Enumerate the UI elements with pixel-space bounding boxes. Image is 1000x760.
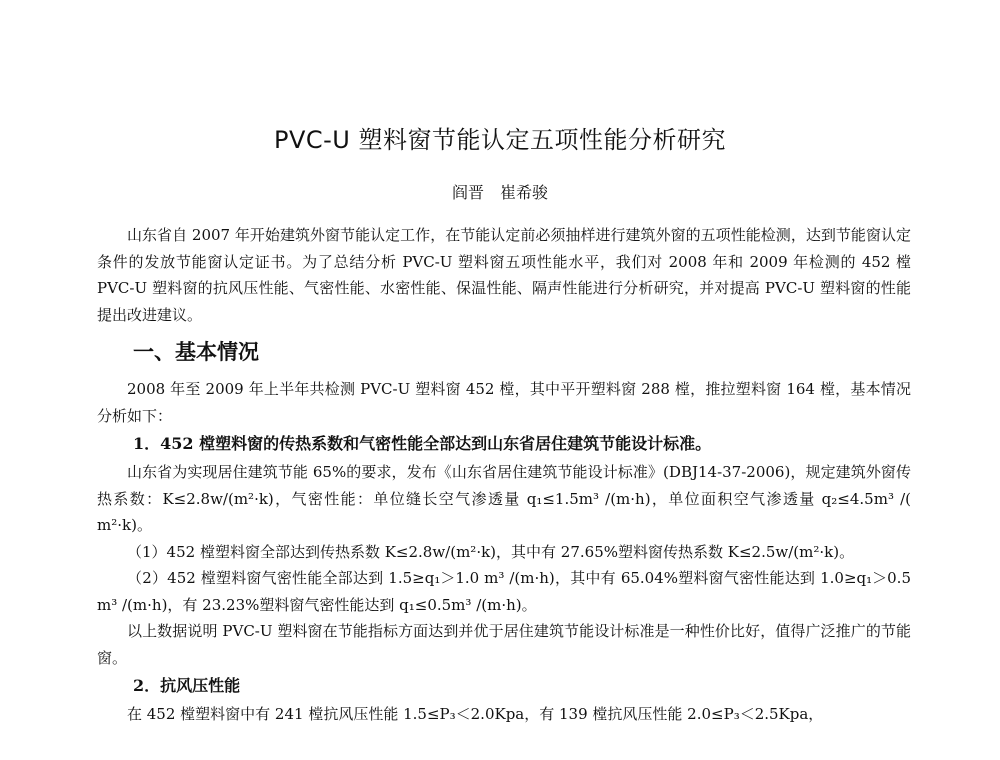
paper-authors: 阎晋 崔希骏 <box>451 183 548 202</box>
paragraph-air-tightness: （2）452 樘塑料窗气密性能全部达到 1.5≥q₁＞1.0 m³ /(m·h)，其中有 65.04%塑料窗气密性能达到 1.0≥q₁＞0.5 m³ /(m·h)，有 23.23%塑料窗气密性能达到 q₁≤0.5m³ /(m·h)。 <box>97 569 911 614</box>
subsection-heading-1: 1．452 樘塑料窗的传热系数和气密性能全部达到山东省居住建筑节能设计标准。 <box>133 434 712 453</box>
paragraph-standard: 山东省为实现居住建筑节能 65%的要求，发布《山东省居住建筑节能设计标准》(DBJ14-37-2006)，规定建筑外窗传热系数：K≤2.8w/(m²·k)，气密性能：单位缝长空气渗透量 q₁≤1.5m³ /(m·h)，单位面积空气渗透量 q₂≤4.5m³ /( m²·k)。 <box>97 463 911 534</box>
paragraph-heat-transfer: （1）452 樘塑料窗全部达到传热系数 K≤2.8w/(m²·k)，其中有 27.65%塑料窗传热系数 K≤2.5w/(m²·k)。 <box>127 542 855 561</box>
paper-body <box>97 222 911 728</box>
section-intro-paragraph: 2008 年至 2009 年上半年共检测 PVC-U 塑料窗 452 樘，其中平开塑料窗 288 樘，推拉塑料窗 164 樘，基本情况分析如下： <box>97 380 911 425</box>
subsection-heading-2: 2．抗风压性能 <box>133 676 241 695</box>
paragraph-wind-pressure: 在 452 樘塑料窗中有 241 樘抗风压性能 1.5≤P₃＜2.0Kpa，有 139 樘抗风压性能 2.0≤P₃＜2.5Kpa， <box>127 705 824 723</box>
paper-title: PVC-U 塑料窗节能认定五项性能分析研究 <box>273 126 726 154</box>
abstract-paragraph: 山东省自 2007 年开始建筑外窗节能认定工作，在节能认定前必须抽样进行建筑外窗的五项性能检测，达到节能窗认定条件的发放节能窗认定证书。为了总结分析 PVC-U 塑料窗五项性能水平，我们对 2008 年和 2009 年检测的 452 樘 PVC-U 塑料窗的抗风压性能、气密性能、水密性能、保温性能、隔声性能进行分析研究，并对提高 PVC-U 塑料窗的性能提出改进建议。 <box>97 226 911 324</box>
section-heading-basic-situation: 一、基本情况 <box>133 340 259 364</box>
paragraph-conclusion: 以上数据说明 PVC-U 塑料窗在节能指标方面达到并优于居住建筑节能设计标准是一种性价比好，值得广泛推广的节能窗。 <box>97 622 911 667</box>
